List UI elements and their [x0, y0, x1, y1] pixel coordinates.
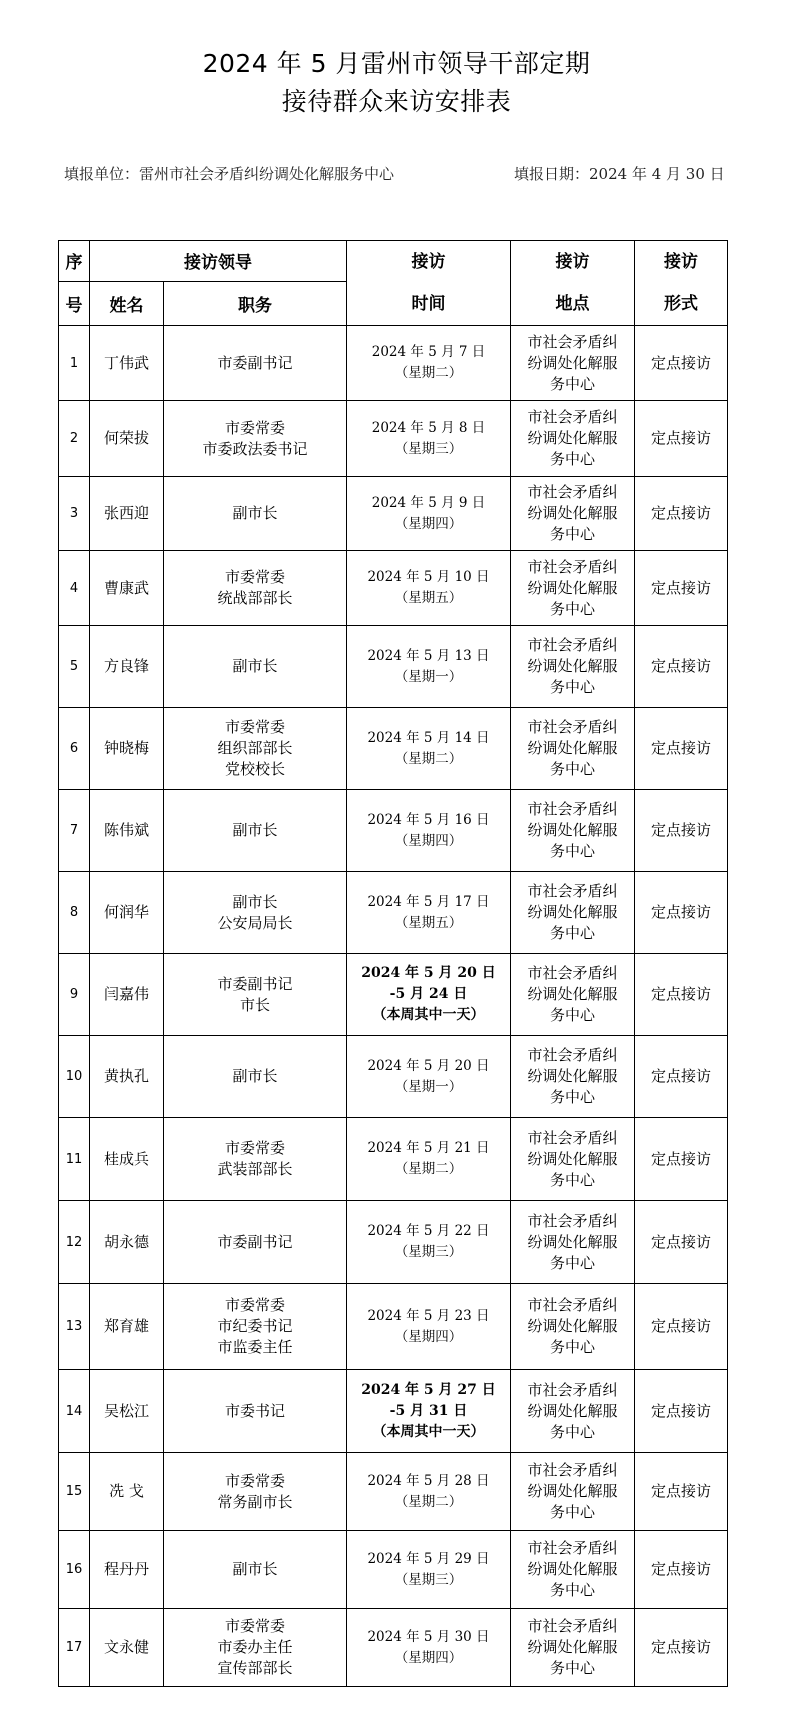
header-form-line1: 接访 [664, 252, 698, 272]
row-place-line: 务中心 [549, 842, 595, 860]
row-place [511, 1036, 635, 1118]
header-seq [59, 241, 90, 282]
row-position-line: 副市长 [232, 657, 278, 675]
header-time [347, 241, 511, 326]
row-position [164, 401, 347, 477]
row-time-line: （星期一） [394, 1078, 463, 1095]
row-position-line: 市长 [239, 995, 270, 1014]
row-time [347, 401, 511, 477]
header-place [511, 241, 635, 326]
row-time-line: （本周其中一天） [372, 1423, 485, 1440]
row-place-line: 务中心 [549, 924, 595, 942]
row-place-line: 市社会矛盾纠 [527, 1296, 618, 1314]
row-position-line: 市委副书记 [217, 974, 293, 993]
row-seq: 8 [59, 872, 90, 954]
row-seq: 14 [59, 1370, 90, 1453]
row-position [164, 1453, 347, 1531]
row-position-line: 公安局局长 [217, 913, 293, 932]
row-form: 定点接访 [635, 790, 728, 872]
row-time [347, 872, 511, 954]
row-place-line: 务中心 [549, 374, 595, 393]
row-position-line: 市委常委 [224, 568, 285, 586]
row-place-line: 市社会矛盾纠 [527, 1211, 618, 1230]
row-position [164, 872, 347, 954]
row-time-line: （本周其中一天） [372, 1007, 485, 1023]
row-seq: 10 [59, 1036, 90, 1118]
row-position-line: 市委副书记 [217, 1232, 293, 1251]
row-seq: 6 [59, 708, 90, 790]
row-place-line: 纷调处化解服 [527, 821, 618, 839]
row-time-line: 2024 年 5 月 21 日 [367, 1140, 490, 1156]
table-row [59, 1370, 728, 1453]
row-time-line: 2024 年 5 月 28 日 [367, 1472, 490, 1489]
row-form: 定点接访 [635, 872, 728, 954]
row-place-line: 纷调处化解服 [527, 1067, 618, 1085]
reporting-unit: 填报单位：雷州市社会矛盾纠纷调处化解服务中心 [64, 165, 395, 183]
row-time-line: （星期四） [394, 515, 463, 532]
row-form: 定点接访 [635, 326, 728, 401]
row-leader-name: 张西迎 [90, 477, 164, 551]
row-place [511, 790, 635, 872]
row-time-line: （星期二） [394, 1493, 463, 1510]
row-place-line: 务中心 [549, 1338, 595, 1356]
row-time [347, 954, 511, 1036]
row-time-line: （星期四） [394, 1328, 463, 1345]
table-row [59, 477, 728, 551]
row-place-line: 市社会矛盾纠 [527, 1128, 618, 1147]
row-position [164, 1609, 347, 1687]
row-position [164, 551, 347, 626]
row-position-line: 市委常委 [224, 1296, 285, 1314]
row-place-line: 市社会矛盾纠 [527, 557, 618, 576]
row-position-line: 市委常委 [224, 718, 285, 736]
header-time-line2: 时间 [411, 294, 446, 314]
row-place-line: 纷调处化解服 [527, 1149, 618, 1168]
row-time [347, 1036, 511, 1118]
row-seq: 4 [59, 551, 90, 626]
row-position-line: 市委常委 [224, 1139, 285, 1157]
row-position [164, 1201, 347, 1284]
row-place [511, 401, 635, 477]
row-place-line: 纷调处化解服 [527, 504, 618, 522]
row-time [347, 1284, 511, 1370]
row-place-line: 纷调处化解服 [527, 353, 618, 372]
row-position-line: 市委常委 [224, 1617, 285, 1635]
row-place-line: 市社会矛盾纠 [527, 800, 618, 818]
row-time-line: （星期一） [394, 668, 463, 685]
row-time [347, 626, 511, 708]
header-time-line1: 接访 [411, 252, 446, 272]
row-leader-name: 桂成兵 [90, 1118, 164, 1201]
row-position [164, 790, 347, 872]
row-time-line: 2024 年 5 月 10 日 [367, 569, 490, 585]
row-time [347, 1118, 511, 1201]
row-place-line: 市社会矛盾纠 [527, 882, 618, 900]
row-time-line: （星期四） [394, 1649, 463, 1666]
header-leader: 接访领导 [90, 241, 347, 282]
row-place-line: 务中心 [549, 599, 595, 618]
row-seq: 5 [59, 626, 90, 708]
row-form: 定点接访 [635, 477, 728, 551]
table-row [59, 1201, 728, 1284]
row-place [511, 551, 635, 626]
row-place-line: 务中心 [549, 1006, 595, 1024]
row-place-line: 纷调处化解服 [527, 1232, 618, 1251]
row-time [347, 551, 511, 626]
row-seq: 11 [59, 1118, 90, 1201]
schedule-body [59, 326, 728, 1687]
row-position [164, 1370, 347, 1453]
row-leader-name: 郑育雄 [90, 1284, 164, 1370]
row-leader-name: 陈伟斌 [90, 790, 164, 872]
row-time-line: 2024 年 5 月 23 日 [367, 1307, 490, 1324]
row-leader-name: 吴松江 [90, 1370, 164, 1453]
row-position-line: 武装部部长 [217, 1160, 293, 1178]
row-position-line: 统战部部长 [217, 589, 293, 607]
table-row [59, 708, 728, 790]
row-time [347, 1453, 511, 1531]
table-row [59, 872, 728, 954]
row-form: 定点接访 [635, 1036, 728, 1118]
row-place-line: 务中心 [549, 1422, 595, 1441]
row-seq: 15 [59, 1453, 90, 1531]
row-place-line: 务中心 [549, 1088, 595, 1106]
row-place [511, 708, 635, 790]
row-place-line: 市社会矛盾纠 [527, 332, 618, 351]
row-time-line: （星期三） [394, 440, 463, 457]
row-time [347, 708, 511, 790]
row-position-line: 副市长 [232, 1067, 278, 1085]
row-leader-name: 曹康武 [90, 551, 164, 626]
row-form: 定点接访 [635, 1201, 728, 1284]
row-place-line: 市社会矛盾纠 [527, 636, 618, 654]
table-row [59, 954, 728, 1036]
row-position [164, 1036, 347, 1118]
row-place-line: 务中心 [549, 450, 595, 468]
header-name: 姓名 [90, 281, 164, 325]
row-form: 定点接访 [635, 954, 728, 1036]
header-position: 职务 [164, 281, 347, 325]
row-place-line: 市社会矛盾纠 [527, 408, 618, 426]
row-place-line: 务中心 [549, 760, 595, 778]
row-position-line: 宣传部部长 [217, 1659, 293, 1677]
row-time [347, 477, 511, 551]
row-place-line: 纷调处化解服 [527, 1560, 618, 1578]
row-place [511, 1609, 635, 1687]
row-leader-name: 文永健 [90, 1609, 164, 1687]
row-position-line: 组织部部长 [217, 739, 293, 757]
row-time-line: （星期二） [394, 1161, 463, 1177]
row-leader-name: 何润华 [90, 872, 164, 954]
row-time-line: -5 月 31 日 [389, 1402, 468, 1419]
row-position [164, 326, 347, 401]
row-place-line: 纷调处化解服 [527, 578, 618, 597]
row-time-line: 2024 年 5 月 20 日 [361, 965, 496, 981]
row-position [164, 1284, 347, 1370]
row-position-line: 副市长 [232, 821, 278, 839]
reporting-date: 填报日期：2024 年 4 月 30 日 [514, 165, 725, 183]
row-place-line: 纷调处化解服 [527, 1317, 618, 1335]
row-seq: 3 [59, 477, 90, 551]
row-place-line: 市社会矛盾纠 [527, 1617, 618, 1635]
row-position-line: 市委常委 [224, 418, 285, 437]
row-place-line: 市社会矛盾纠 [527, 1461, 618, 1479]
table-row [59, 551, 728, 626]
row-place-line: 纷调处化解服 [527, 739, 618, 757]
header-place-line1: 接访 [555, 252, 590, 272]
row-position [164, 1531, 347, 1609]
row-leader-name: 闫嘉伟 [90, 954, 164, 1036]
row-seq: 2 [59, 401, 90, 477]
row-leader-name: 黄执孔 [90, 1036, 164, 1118]
row-leader-name: 冼 戈 [90, 1453, 164, 1531]
row-form: 定点接访 [635, 551, 728, 626]
row-position-line: 市委常委 [224, 1471, 285, 1490]
row-place-line: 市社会矛盾纠 [527, 1539, 618, 1557]
row-place-line: 市社会矛盾纠 [527, 718, 618, 736]
row-leader-name: 胡永德 [90, 1201, 164, 1284]
row-time-line: -5 月 24 日 [389, 986, 468, 1002]
row-form: 定点接访 [635, 1284, 728, 1370]
row-place-line: 纷调处化解服 [527, 1638, 618, 1656]
row-time [347, 1531, 511, 1609]
row-time-line: （星期三） [394, 1571, 463, 1588]
row-position-line: 市委办主任 [217, 1638, 293, 1656]
row-place-line: 市社会矛盾纠 [527, 1046, 618, 1064]
row-form: 定点接访 [635, 1453, 728, 1531]
row-place [511, 1201, 635, 1284]
row-time [347, 1609, 511, 1687]
row-place-line: 市社会矛盾纠 [527, 1380, 618, 1399]
row-seq: 1 [59, 326, 90, 401]
table-row [59, 1118, 728, 1201]
row-time-line: 2024 年 5 月 13 日 [367, 647, 490, 664]
row-leader-name: 程丹丹 [90, 1531, 164, 1609]
row-time-line: 2024 年 5 月 29 日 [367, 1550, 490, 1567]
row-position [164, 626, 347, 708]
header-seq-line1: 序 [65, 253, 83, 274]
row-form: 定点接访 [635, 401, 728, 477]
table-row [59, 1284, 728, 1370]
row-place-line: 纷调处化解服 [527, 903, 618, 921]
row-position-line: 市监委主任 [217, 1338, 293, 1356]
row-time-line: 2024 年 5 月 9 日 [371, 494, 486, 511]
table-row [59, 401, 728, 477]
table-row [59, 1036, 728, 1118]
table-row [59, 326, 728, 401]
row-place-line: 纷调处化解服 [527, 429, 618, 447]
row-position [164, 477, 347, 551]
row-position-line: 副市长 [232, 1560, 278, 1578]
row-leader-name: 何荣拔 [90, 401, 164, 477]
header-seq-2: 号 [59, 281, 90, 325]
row-form: 定点接访 [635, 1609, 728, 1687]
row-time-line: （星期四） [394, 832, 463, 849]
table-row [59, 1453, 728, 1531]
row-time-line: 2024 年 5 月 14 日 [367, 729, 490, 746]
row-form: 定点接访 [635, 626, 728, 708]
row-place-line: 务中心 [549, 1170, 595, 1189]
row-place-line: 务中心 [549, 1253, 595, 1272]
row-place [511, 626, 635, 708]
row-place [511, 1118, 635, 1201]
row-seq: 7 [59, 790, 90, 872]
row-time [347, 790, 511, 872]
table-row [59, 1609, 728, 1687]
row-position [164, 1118, 347, 1201]
schedule-table [58, 240, 728, 1687]
row-form: 定点接访 [635, 708, 728, 790]
row-time [347, 1370, 511, 1453]
row-position [164, 708, 347, 790]
row-time-line: 2024 年 5 月 16 日 [367, 811, 490, 828]
row-place [511, 477, 635, 551]
row-seq: 16 [59, 1531, 90, 1609]
row-leader-name: 方良锋 [90, 626, 164, 708]
row-place-line: 务中心 [549, 1659, 595, 1677]
row-position [164, 954, 347, 1036]
row-place-line: 务中心 [549, 525, 595, 543]
row-time-line: （星期五） [394, 590, 463, 606]
row-position-line: 市委副书记 [217, 353, 293, 372]
header-form [635, 241, 728, 326]
header-form-line2: 形式 [664, 294, 698, 314]
row-place-line: 务中心 [549, 678, 595, 696]
row-place [511, 1453, 635, 1531]
row-time-line: （星期五） [394, 914, 463, 931]
row-leader-name: 丁伟武 [90, 326, 164, 401]
row-time-line: （星期二） [394, 365, 463, 381]
row-time-line: （星期二） [394, 750, 463, 767]
row-place-line: 市社会矛盾纠 [527, 964, 618, 982]
row-place-line: 务中心 [549, 1581, 595, 1599]
table-row [59, 790, 728, 872]
page-title-line-1: 2024 年 5 月雷州市领导干部定期 [202, 49, 591, 78]
row-time-line: 2024 年 5 月 27 日 [361, 1381, 496, 1398]
row-place-line: 务中心 [549, 1503, 595, 1521]
row-place [511, 872, 635, 954]
row-position-line: 党校校长 [224, 760, 285, 778]
row-time [347, 326, 511, 401]
row-seq: 12 [59, 1201, 90, 1284]
row-form: 定点接访 [635, 1531, 728, 1609]
row-place [511, 1284, 635, 1370]
row-position-line: 市委书记 [224, 1401, 285, 1420]
row-place-line: 纷调处化解服 [527, 657, 618, 675]
row-time [347, 1201, 511, 1284]
row-place-line: 市社会矛盾纠 [527, 483, 618, 501]
row-position-line: 副市长 [232, 892, 278, 911]
row-time-line: 2024 年 5 月 30 日 [367, 1628, 490, 1645]
row-place [511, 1370, 635, 1453]
table-row [59, 626, 728, 708]
row-time-line: 2024 年 5 月 20 日 [367, 1057, 490, 1074]
row-place [511, 954, 635, 1036]
row-seq: 13 [59, 1284, 90, 1370]
row-position-line: 市委政法委书记 [202, 439, 308, 458]
row-form: 定点接访 [635, 1118, 728, 1201]
row-time-line: 2024 年 5 月 7 日 [371, 344, 486, 360]
row-place [511, 326, 635, 401]
row-form: 定点接访 [635, 1370, 728, 1453]
row-seq: 17 [59, 1609, 90, 1687]
row-position-line: 常务副市长 [217, 1492, 293, 1511]
row-position-line: 副市长 [232, 504, 278, 522]
row-time-line: 2024 年 5 月 17 日 [367, 893, 490, 910]
row-time-line: 2024 年 5 月 22 日 [367, 1223, 490, 1239]
table-row [59, 1531, 728, 1609]
row-time-line: （星期三） [394, 1244, 463, 1260]
page-title-line-2: 接待群众来访安排表 [281, 87, 512, 116]
header-place-line2: 地点 [555, 294, 590, 314]
row-seq: 9 [59, 954, 90, 1036]
row-place-line: 纷调处化解服 [527, 985, 618, 1003]
row-place-line: 纷调处化解服 [527, 1482, 618, 1500]
row-leader-name: 钟晓梅 [90, 708, 164, 790]
row-position-line: 市纪委书记 [217, 1317, 293, 1335]
row-place-line: 纷调处化解服 [527, 1401, 618, 1420]
row-place [511, 1531, 635, 1609]
row-time-line: 2024 年 5 月 8 日 [371, 419, 486, 436]
